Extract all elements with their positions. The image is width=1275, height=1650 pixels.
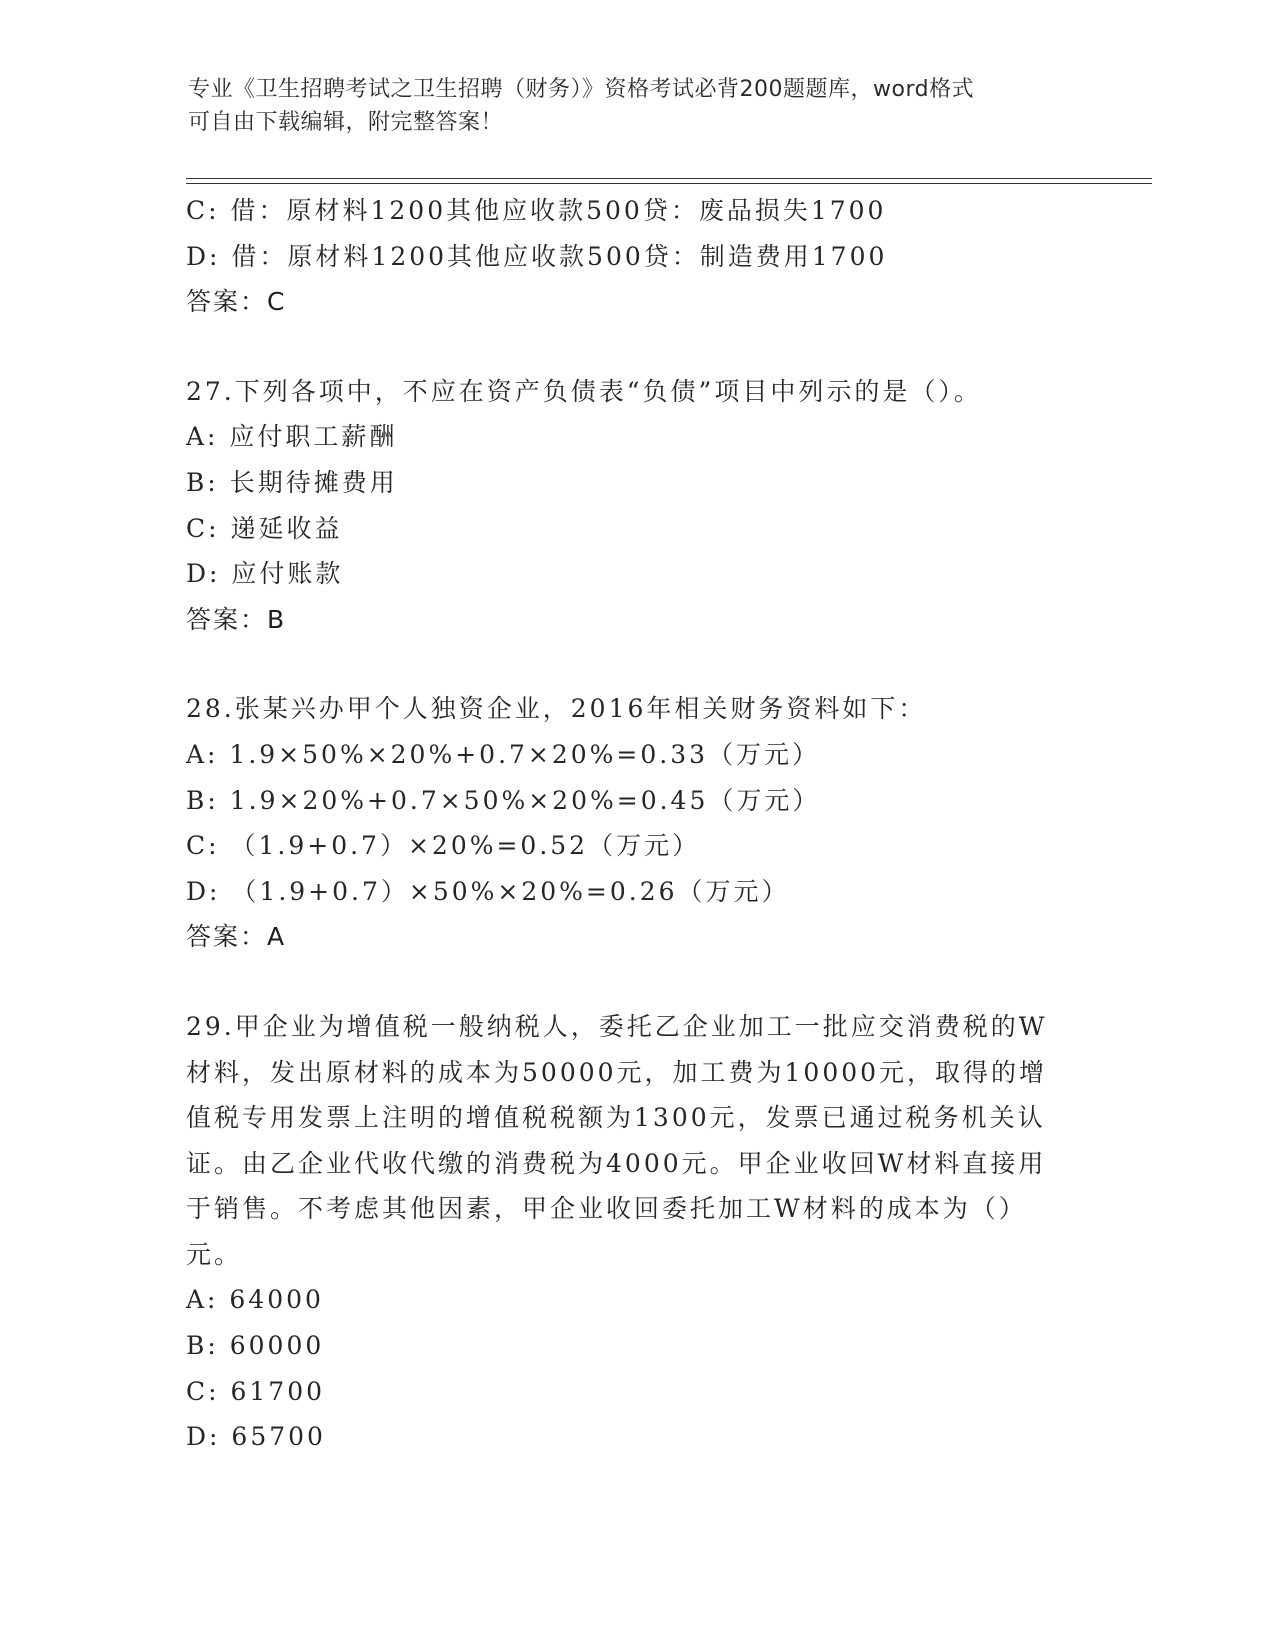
header-title-line-2: 可自由下载编辑，附完整答案！ bbox=[188, 110, 504, 135]
option-c: C: 61700 bbox=[186, 1376, 326, 1406]
question-stem: 27.下列各项中，不应在资产负债表“负债”项目中列示的是（）。 bbox=[186, 376, 982, 406]
answer-line: 答案：C bbox=[186, 287, 287, 317]
question-27 bbox=[186, 369, 1086, 643]
spacer bbox=[186, 642, 1086, 686]
question-stem-line-1: 29.甲企业为增值税一般纳税人，委托乙企业加工一批应交消费税的W bbox=[186, 1011, 1048, 1041]
option-a: A: 64000 bbox=[186, 1285, 324, 1315]
question-stem-line-6: 元。 bbox=[186, 1239, 243, 1269]
header-rule-top bbox=[186, 178, 1152, 179]
option-b: B: 长期待摊费用 bbox=[186, 467, 398, 497]
question-stem-line-3: 值税专用发票上注明的增值税税额为1300元，发票已通过税务机关认 bbox=[186, 1103, 1046, 1133]
question-28 bbox=[186, 686, 1086, 960]
question-stem: 28.张某兴办甲个人独资企业，2016年相关财务资料如下： bbox=[186, 694, 927, 724]
question-stem-line-2: 材料，发出原材料的成本为50000元，加工费为10000元，取得的增 bbox=[186, 1057, 1048, 1087]
option-c: C: 递延收益 bbox=[186, 513, 343, 543]
document-body bbox=[186, 188, 1086, 1460]
answer-line: 答案：B bbox=[186, 604, 287, 634]
option-a: A: 1.9×50%×20%+0.7×20%=0.33（万元） bbox=[186, 739, 821, 769]
option-b: B: 60000 bbox=[186, 1331, 325, 1361]
option-c: C: 借：原材料1200其他应收款500贷：废品损失1700 bbox=[186, 196, 887, 225]
option-b: B: 1.9×20%+0.7×50%×20%=0.45（万元） bbox=[186, 785, 821, 815]
option-d: D: 借：原材料1200其他应收款500贷：制造费用1700 bbox=[186, 241, 888, 271]
question-stem-line-4: 证。由乙企业代收代缴的消费税为4000元。甲企业收回W材料直接用 bbox=[186, 1148, 1047, 1178]
document-header bbox=[188, 73, 1088, 139]
header-title-line-1: 专业《卫生招聘考试之卫生招聘（财务）》资格考试必背200题题库，word格式 bbox=[188, 77, 975, 102]
spacer bbox=[186, 960, 1086, 1004]
question-29 bbox=[186, 1004, 1086, 1460]
option-c: C: （1.9+0.7）×20%=0.52（万元） bbox=[186, 831, 701, 861]
option-a: A: 应付职工薪酬 bbox=[186, 422, 398, 452]
option-d: D: （1.9+0.7）×50%×20%=0.26（万元） bbox=[186, 876, 790, 906]
header-rule-bottom bbox=[186, 183, 1152, 184]
option-d: D: 65700 bbox=[186, 1422, 326, 1452]
question-stem-line-5: 于销售。不考虑其他因素，甲企业收回委托加工W材料的成本为（） bbox=[186, 1194, 1027, 1224]
option-d: D: 应付账款 bbox=[186, 559, 344, 589]
question-26-tail bbox=[186, 188, 1086, 325]
spacer bbox=[186, 325, 1086, 369]
answer-line: 答案：A bbox=[186, 922, 287, 952]
